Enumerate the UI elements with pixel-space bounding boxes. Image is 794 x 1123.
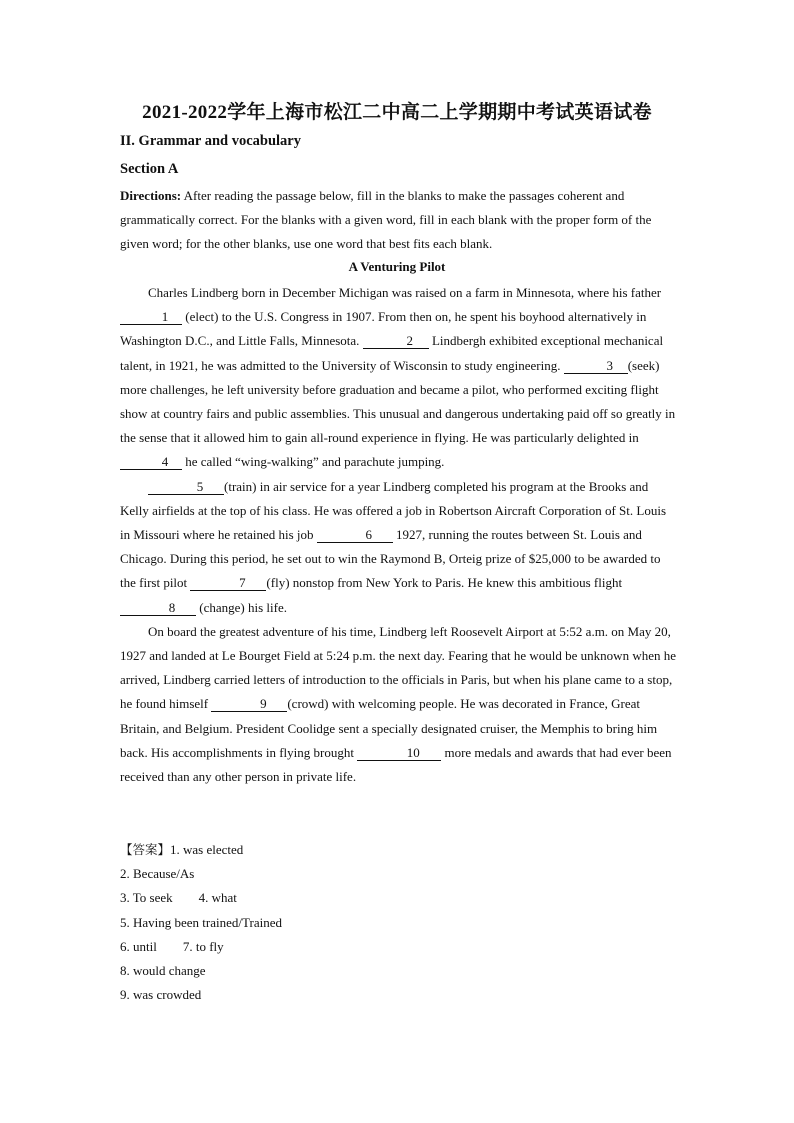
directions-label: Directions:: [120, 188, 182, 203]
answer-label: 【答案】: [120, 842, 171, 857]
paragraph-3: On board the greatest adventure of his time, Lindberg left Roosevelt Airport at 5:52 a.m. on May 20, 1927 and landed at Le Bourget Field at 5:24 p.m. the next day. Fearing that he would be unknown when he arrived, Lindberg carried letters of introduction to the officials in Paris, but when his plane came to a stop, he found himself 9 (crowd) with welcoming people. He was decorated in France, Great Britain, and Belgium. President Coolidge sent a specially designated cruiser, the Memphis to bring him back. His accomplishments in flying brought 10 more medals and awards that had ever been received than any other person in private life.: [120, 623, 676, 785]
answer-line: 6. until 7. to fly: [120, 938, 224, 954]
directions: [120, 184, 676, 257]
passage-title: A Venturing Pilot: [348, 259, 446, 274]
directions-text: After reading the passage below, fill in the blanks to make the passages coherent and grammatically correct. For the blanks with a given word, fill in each blank with the proper form of the given word; for the other blanks, use one word that best fits each blank.: [120, 188, 652, 252]
blank-5[interactable]: 5: [148, 479, 224, 495]
answer-line: 5. Having been trained/Trained: [120, 914, 282, 930]
answer-line: 2. Because/As: [120, 866, 195, 882]
blank-3[interactable]: 3: [564, 358, 628, 374]
passage: [120, 281, 676, 789]
answer-line: 9. was crowded: [120, 987, 202, 1003]
blank-1[interactable]: 1: [120, 309, 182, 325]
answer-line-1: 【答案】1. was elected: [120, 842, 244, 857]
paragraph-2: 5 (train) in air service for a year Lindberg completed his program at the Brooks and Kelly airfields at the top of his class. He was offered a job in Robertson Aircraft Corporation of St. Louis in Missouri where he retained his job 6 1927, running the routes between St. Louis and Chicago. During this period, he set out to win the Raymond B, Orteig prize of $25,000 to be awarded to the first pilot 7 (fly) nonstop from New York to Paris. He knew this ambitious flight 8 (change) his life.: [120, 478, 666, 615]
blank-2[interactable]: 2: [363, 333, 429, 349]
answer-section: [120, 838, 282, 1007]
page-title: 2021-2022学年上海市松江二中高二上学期期中考试英语试卷: [142, 102, 652, 123]
blank-10[interactable]: 10: [357, 745, 441, 761]
section-heading: II. Grammar and vocabulary: [120, 133, 301, 149]
answer-line: 8. would change: [120, 963, 206, 979]
blank-9[interactable]: 9: [211, 696, 287, 712]
blank-7[interactable]: 7: [190, 575, 266, 591]
blank-4[interactable]: 4: [120, 454, 182, 470]
section-label: Section A: [120, 161, 179, 177]
blank-8[interactable]: 8: [120, 600, 196, 616]
blank-6[interactable]: 6: [317, 527, 393, 543]
paragraph-1: Charles Lindberg born in December Michigan was raised on a farm in Minnesota, where his father 1 (elect) to the U.S. Congress in 1907. From then on, he spent his boyhood alternatively in Washington D.C., and Little Falls, Minnesota. 2 Lindbergh exhibited exceptional mechanical talent, in 1921, he was admitted to the University of Wisconsin to study engineering. 3 (seek) more challenges, he left university before graduation and became a pilot, who performed exciting flight show at country fairs and public assemblies. This unusual and dangerous undertaking paid off so greatly in the sense that it allowed him to gain all-round experience in flying. He was particularly delighted in 4 he called “wing-walking” and parachute jumping.: [120, 285, 676, 470]
answer-line: 3. To seek 4. what: [120, 890, 237, 906]
